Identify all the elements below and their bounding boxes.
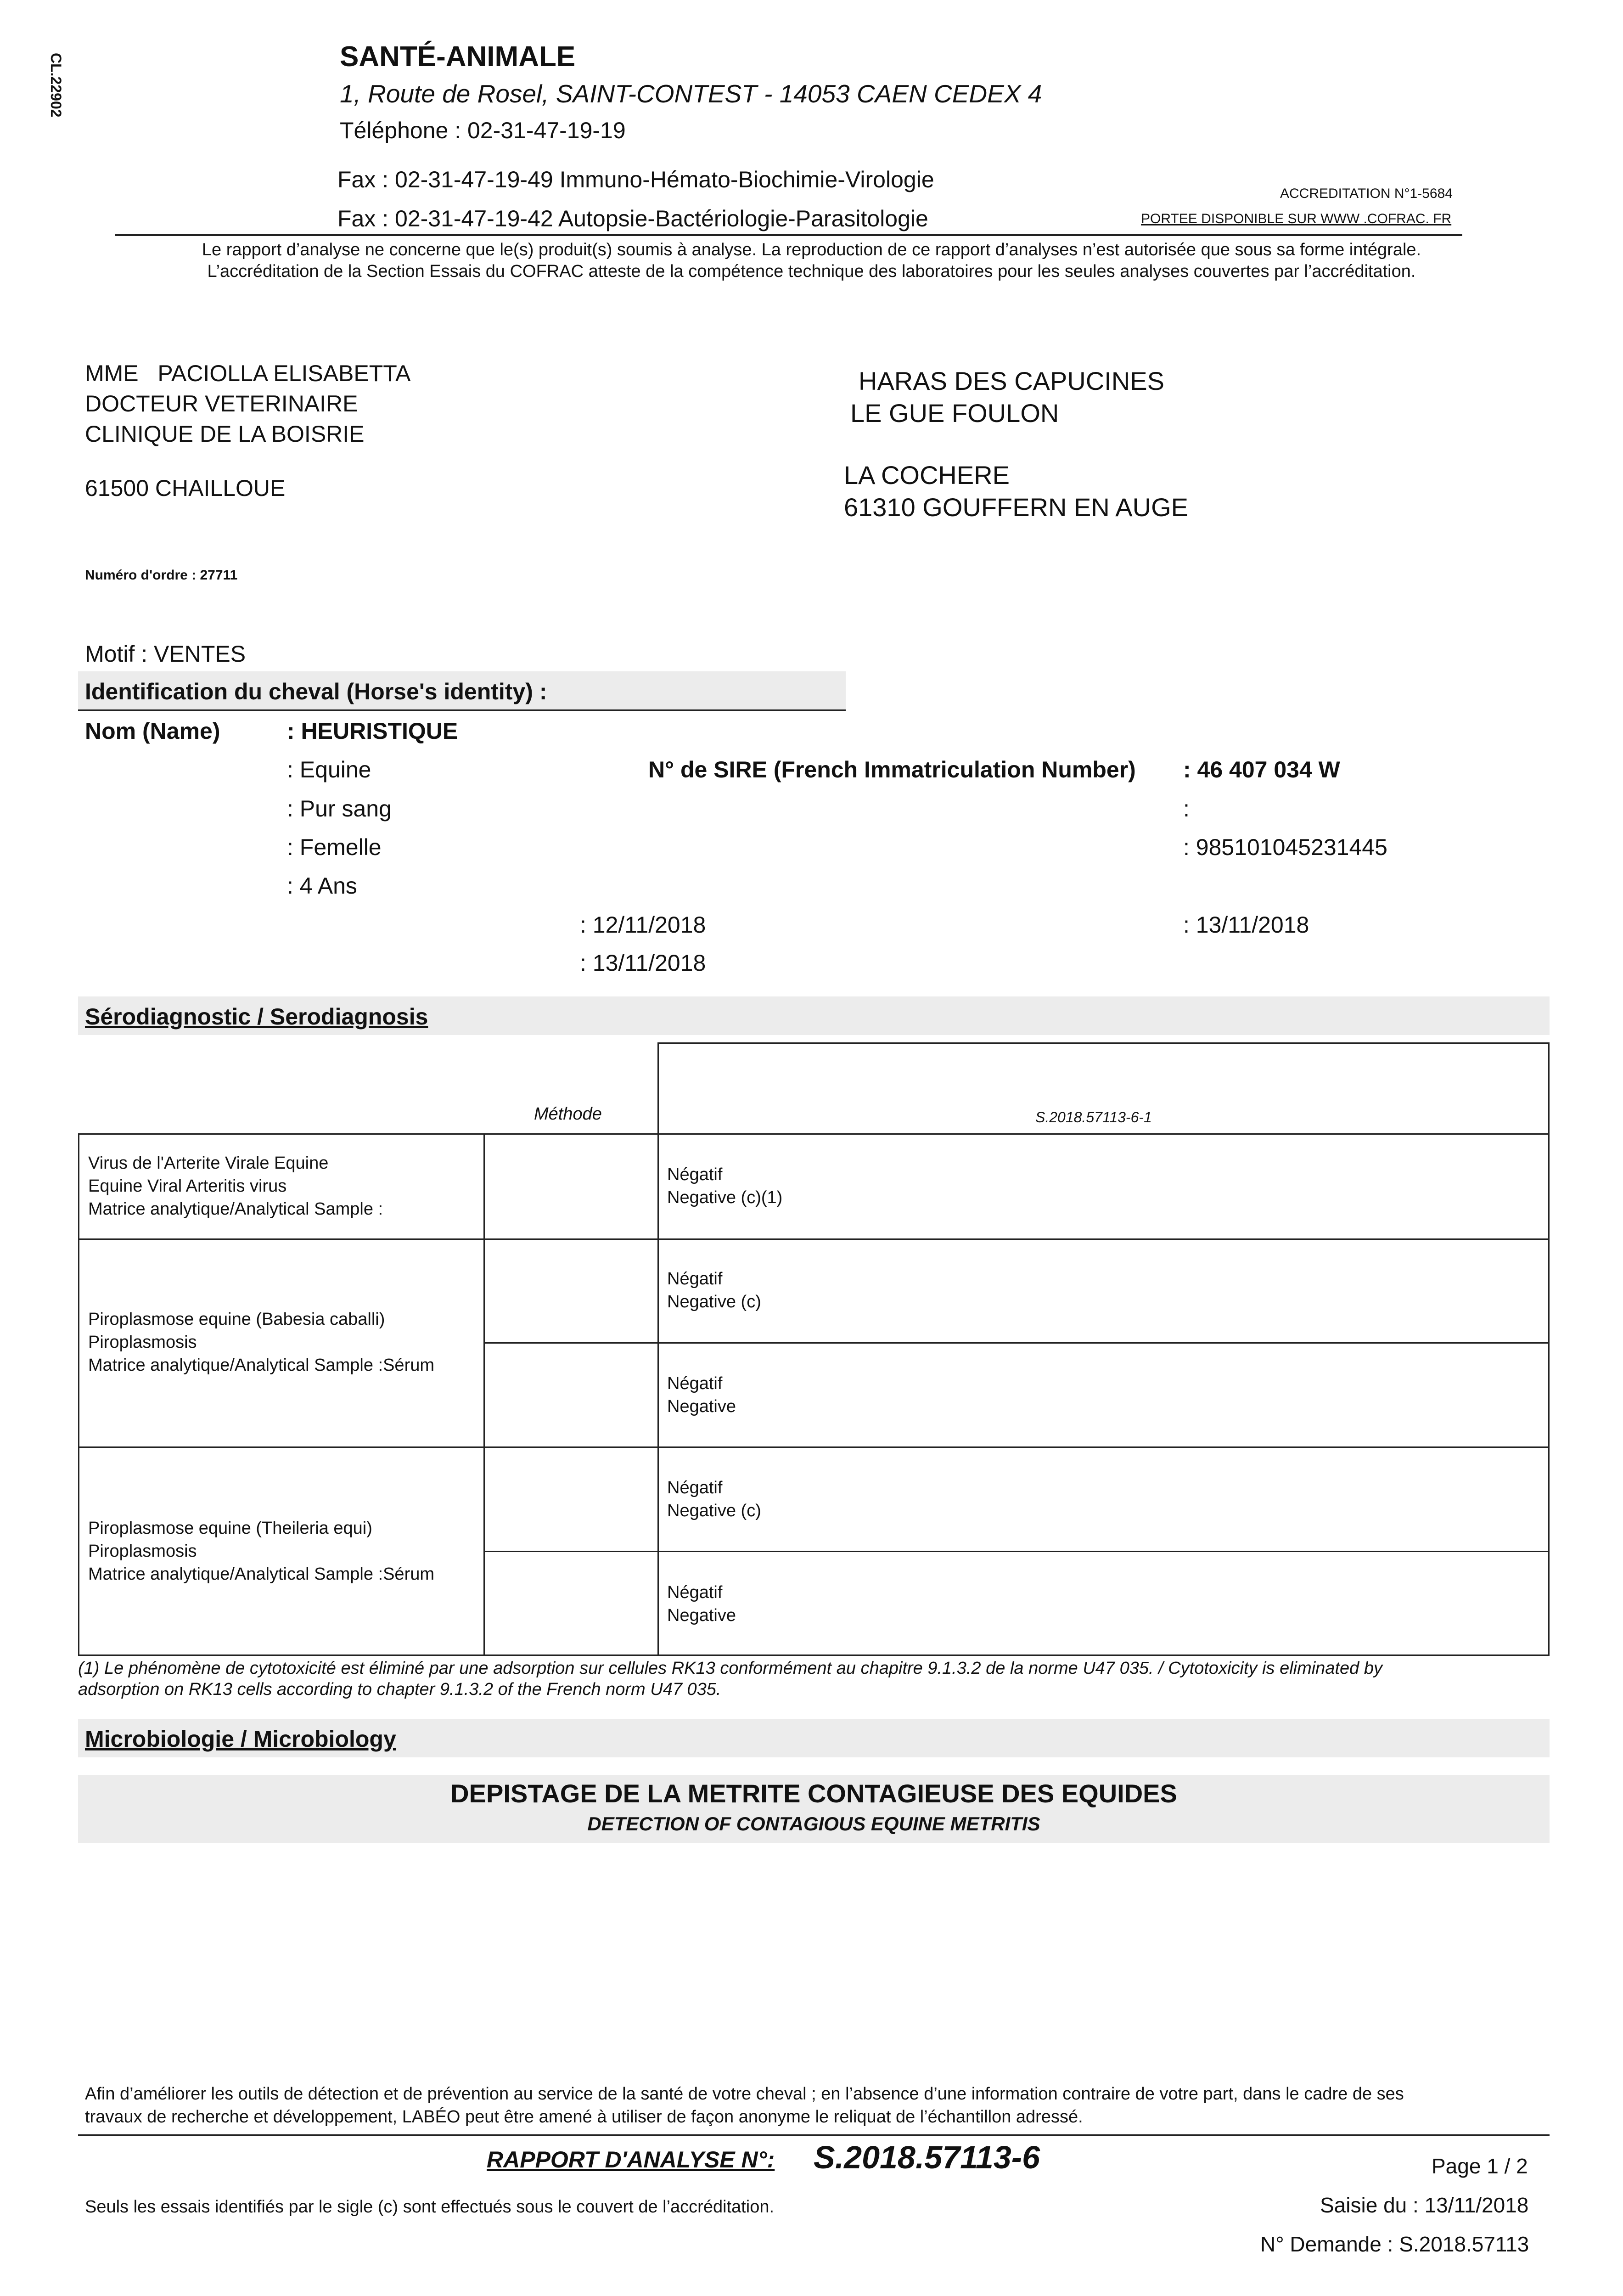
micro-section-title: Microbiologie / Microbiology [85, 1726, 396, 1752]
row-divider-1 [78, 1238, 1550, 1240]
lab-address: 1, Route de Rosel, SAINT-CONTEST - 14053 CAEN CEDEX 4 [340, 79, 1042, 108]
lab-fax-1: Fax : 02-31-47-19-49 Immuno-Hémato-Biochimie-Virologie [337, 167, 934, 192]
result-en: Negative [667, 1397, 736, 1416]
owner-address [850, 365, 1164, 429]
sero-footnote [78, 1658, 1382, 1700]
test-name-en: Piroplasmosis [88, 1542, 197, 1561]
footer-note-line-1: Afin d’améliorer les outils de détection et de prévention au service de la santé de votre cheval ; en l’absence d’une information contraire de votre part, dans le cadre de ses [85, 2084, 1404, 2104]
saisie-date: Saisie du : 13/11/2018 [1320, 2193, 1529, 2217]
recipient-line-3: CLINIQUE DE LA BOISRIE [85, 421, 365, 447]
row-divider-2b [483, 1551, 1550, 1552]
age-value: : 4 Ans [287, 873, 357, 899]
owner-address-2 [844, 459, 1188, 523]
date-1: : 12/11/2018 [580, 912, 706, 938]
result-fr: Négatif [667, 1269, 723, 1289]
micro-title-fr: DEPISTAGE DE LA METRITE CONTAGIEUSE DES EQUIDES [450, 1779, 1177, 1808]
lab-fax-2: Fax : 02-31-47-19-42 Autopsie-Bactériologie-Parasitologie [337, 206, 928, 231]
identity-section-title: Identification du cheval (Horse's identity) : [85, 679, 547, 704]
breed-right-value: : [1183, 796, 1190, 822]
sire-label: N° de SIRE (French Immatriculation Number) [648, 757, 1136, 782]
result-arteritis [667, 1163, 782, 1209]
side-code: CL.22902 [48, 53, 64, 118]
result-babesia-2 [667, 1372, 736, 1418]
sero-section-title: Sérodiagnostic / Serodiagnosis [85, 1004, 428, 1030]
request-number: N° Demande : S.2018.57113 [1260, 2232, 1529, 2256]
cofrac-link[interactable]: PORTEE DISPONIBLE SUR WWW .COFRAC. FR [1141, 211, 1452, 226]
accreditation-number: ACCREDITATION N°1-5684 [1280, 186, 1453, 201]
recipient-line-1: MME PACIOLLA ELISABETTA [85, 360, 411, 386]
result-column-divider [657, 1133, 659, 1656]
footnote-line-1: (1) Le phénomène de cytotoxicité est éliminé par une adsorption sur cellules RK13 conformément au chapitre 9.1.3.2 de la norme U47 035. / Cytotoxicity is eliminated by [78, 1659, 1382, 1678]
result-theileria-1 [667, 1476, 761, 1522]
order-number: Numéro d'ordre : 27711 [85, 568, 238, 583]
recipient-line-2: DOCTEUR VETERINAIRE [85, 391, 358, 416]
method-header: Méthode [534, 1104, 602, 1124]
disclaimer-line-2: L’accréditation de la Section Essais du COFRAC atteste de la compétence technique des laboratoires pour les seules analyses couvertes par l’accréditation. [207, 262, 1416, 281]
test-name-fr: Piroplasmose equine (Theileria equi) [88, 1519, 372, 1538]
test-name-fr: Virus de l'Arterite Virale Equine [88, 1154, 329, 1173]
test-sample: Matrice analytique/Analytical Sample :Sérum [88, 1564, 435, 1584]
name-label: Nom (Name) [85, 718, 220, 744]
disclaimer-line-1: Le rapport d’analyse ne concerne que le(s) produit(s) soumis à analyse. La reproduction de ce rapport d’analyses n’est autorisée que sous sa forme intégrale. [202, 240, 1421, 259]
header-divider [115, 234, 1462, 236]
name-value: : HEURISTIQUE [287, 718, 458, 744]
result-fr: Négatif [667, 1478, 723, 1497]
lab-name: SANTÉ-ANIMALE [340, 41, 576, 73]
test-sample: Matrice analytique/Analytical Sample :Sérum [88, 1356, 435, 1375]
identity-divider [78, 709, 846, 711]
footnote-line-2: adsorption on RK13 cells according to chapter 9.1.3.2 of the French norm U47 035. [78, 1680, 721, 1699]
report-label: RAPPORT D'ANALYSE N°: [487, 2147, 775, 2172]
date-2: : 13/11/2018 [580, 950, 706, 976]
date-1-right: : 13/11/2018 [1183, 912, 1309, 938]
result-en: Negative (c) [667, 1501, 761, 1520]
row-divider-2 [78, 1446, 1550, 1448]
footer-note [85, 2082, 1404, 2128]
owner-line-2: LE GUE FOULON [850, 399, 1059, 428]
sample-header: S.2018.57113-6-1 [1035, 1109, 1152, 1125]
recipient-address [85, 358, 410, 449]
result-babesia-1 [667, 1267, 761, 1313]
chip-value: : 985101045231445 [1183, 834, 1387, 860]
lab-phone: Téléphone : 02-31-47-19-19 [340, 118, 626, 143]
result-en: Negative (c)(1) [667, 1188, 783, 1207]
test-label-theileria [88, 1517, 434, 1586]
result-fr: Négatif [667, 1165, 723, 1184]
motif: Motif : VENTES [85, 641, 246, 667]
footer-divider [78, 2134, 1550, 2136]
test-label-babesia [88, 1308, 434, 1377]
test-name-fr: Piroplasmose equine (Babesia caballi) [88, 1310, 385, 1329]
page-number: Page 1 / 2 [1432, 2154, 1528, 2178]
method-column-divider [483, 1133, 485, 1656]
result-fr: Négatif [667, 1583, 723, 1602]
footer-note-line-2: travaux de recherche et développement, LABÉO peut être amené à utiliser de façon anonyme le reliquat de l’échantillon adressé. [85, 2107, 1083, 2127]
row-divider-1b [483, 1342, 1550, 1344]
result-en: Negative (c) [667, 1292, 761, 1311]
breed-value: : Pur sang [287, 796, 392, 822]
test-name-en: Piroplasmosis [88, 1333, 197, 1352]
owner-line-3: LA COCHERE [844, 461, 1010, 490]
test-label-arteritis [88, 1152, 383, 1221]
result-theileria-2 [667, 1581, 736, 1627]
accreditation-note: Seuls les essais identifiés par le sigle (c) sont effectués sous le couvert de l’accréditation. [85, 2197, 775, 2217]
report-number: S.2018.57113-6 [814, 2139, 1040, 2175]
owner-line-4: 61310 GOUFFERN EN AUGE [844, 493, 1189, 522]
result-fr: Négatif [667, 1374, 723, 1393]
sire-value: : 46 407 034 W [1183, 757, 1340, 782]
sex-value: : Femelle [287, 834, 382, 860]
result-en: Negative [667, 1606, 736, 1625]
test-sample: Matrice analytique/Analytical Sample : [88, 1199, 383, 1219]
owner-line-1: HARAS DES CAPUCINES [859, 366, 1164, 395]
micro-title-en: DETECTION OF CONTAGIOUS EQUINE METRITIS [587, 1813, 1040, 1835]
species-value: : Equine [287, 757, 371, 782]
recipient-line-4: 61500 CHAILLOUE [85, 475, 286, 501]
test-name-en: Equine Viral Arteritis virus [88, 1176, 287, 1196]
